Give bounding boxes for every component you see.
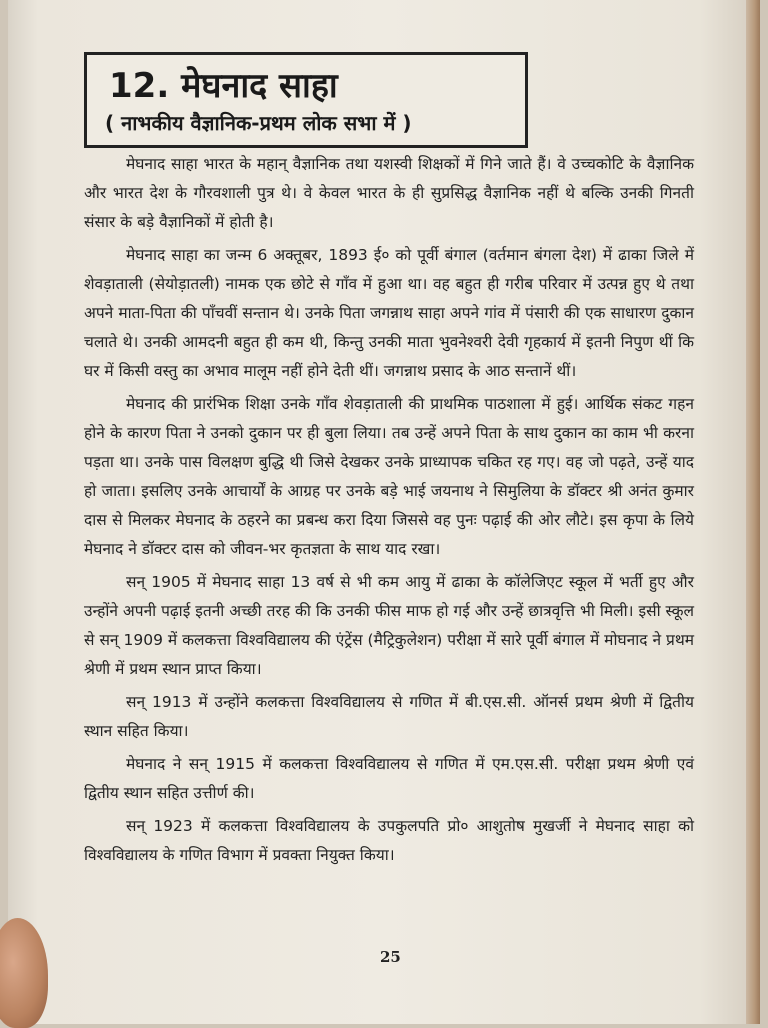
paragraph-2: मेघनाद साहा का जन्म 6 अक्तूबर, 1893 ई० को पूर्वी बंगाल (वर्तमान बंगला देश) में ढाका जिले में शेवड़ाताली (सेयोड़ातली) नामक एक छोटे से गाँव में हुआ था। वह बहुत ही गरीब परिवार में उत्पन्न हुए थे तथा अपने माता-पिता की पाँचवीं सन्तान थे। उनके पिता जगन्नाथ साहा अपने गांव में पंसारी की एक साधारण दुकान चलाते थे। उनकी आमदनी बहुत ही कम थी, किन्तु उनकी माता भुवनेश्वरी देवी गृहकार्य में इतनी निपुण थीं कि घर में किसी वस्तु का अभाव मालूम नहीं होने देती थीं। जगन्नाथ प्रसाद के आठ सन्तानें थीं। bbox=[84, 246, 694, 380]
paragraph-4: सन् 1905 में मेघनाद साहा 13 वर्ष से भी कम आयु में ढाका के कॉलेजिएट स्कूल में भर्ती हुए और उन्होंने अपनी पढ़ाई इतनी अच्छी तरह की कि उनकी फीस माफ हो गई और उन्हें छात्रवृत्ति भी मिली। इसी स्कूल से सन् 1909 में कलकत्ता विश्वविद्यालय की एंट्रेंस (मैट्रिकुलेशन) परीक्षा में सारे पूर्वी बंगाल में मोघनाद ने प्रथम श्रेणी में प्रथम स्थान प्राप्त किया। bbox=[84, 573, 694, 678]
chapter-subtitle: ( नाभकीय वैज्ञानिक-प्रथम लोक सभा में ) bbox=[105, 111, 412, 135]
page-number: 25 bbox=[380, 948, 401, 966]
book-page bbox=[8, 0, 760, 1024]
paragraph-3: मेघनाद की प्रारंभिक शिक्षा उनके गाँव शेवड़ाताली की प्राथमिक पाठशाला में हुई। आर्थिक संकट गहन होने के कारण पिता ने उनको दुकान पर ही बुला लिया। तब उन्हें अपने पिता के साथ दुकान का काम भी करना पड़ता था। उनके पास विलक्षण बुद्धि थी जिसे देखकर उनके प्राध्यापक चकित रह गए। वह जो पढ़ते, उन्हें याद हो जाता। इसलिए उनके आचार्यों के आग्रह पर उनके बड़े भाई जयनाथ ने सिमुलिया के डॉक्टर श्री अनंत कुमार दास से मिलकर मेघनाद के ठहरने का प्रबन्ध करा दिया जिससे वह पुनः पढ़ाई की ओर लौटे। इस कृपा के लिये मेघनाद ने डॉक्टर दास को जीवन-भर कृतज्ञता के साथ याद रखा। bbox=[84, 395, 694, 558]
paragraph-6: मेघनाद ने सन् 1915 में कलकत्ता विश्वविद्यालय से गणित में एम.एस.सी. परीक्षा प्रथम श्रेणी एवं द्वितीय स्थान सहित उत्तीर्ण की। bbox=[84, 755, 694, 802]
chapter-heading-box bbox=[84, 52, 528, 148]
paragraph-7: सन् 1923 में कलकत्ता विश्वविद्यालय के उपकुलपति प्रो० आशुतोष मुखर्जी ने मेघनाद साहा को विश्वविद्यालय के गणित विभाग में प्रवक्ता नियुक्त किया। bbox=[84, 817, 694, 864]
chapter-title: 12. मेघनाद साहा bbox=[109, 66, 338, 106]
paragraph-5: सन् 1913 में उन्होंने कलकत्ता विश्वविद्यालय से गणित में बी.एस.सी. ऑनर्स प्रथम श्रेणी में द्वितीय स्थान सहित किया। bbox=[84, 693, 694, 740]
page-edge bbox=[746, 0, 760, 1024]
paragraph-1: मेघनाद साहा भारत के महान् वैज्ञानिक तथा यशस्वी शिक्षकों में गिने जाते हैं। वे उच्चकोटि के वैज्ञानिक और भारत देश के गौरवशाली पुत्र थे। वे केवल भारत के ही सुप्रसिद्ध वैज्ञानिक नहीं थे बल्कि उनकी गिनती संसार के बड़े वैज्ञानिकों में होती है। bbox=[84, 155, 694, 231]
chapter-body bbox=[84, 150, 694, 874]
